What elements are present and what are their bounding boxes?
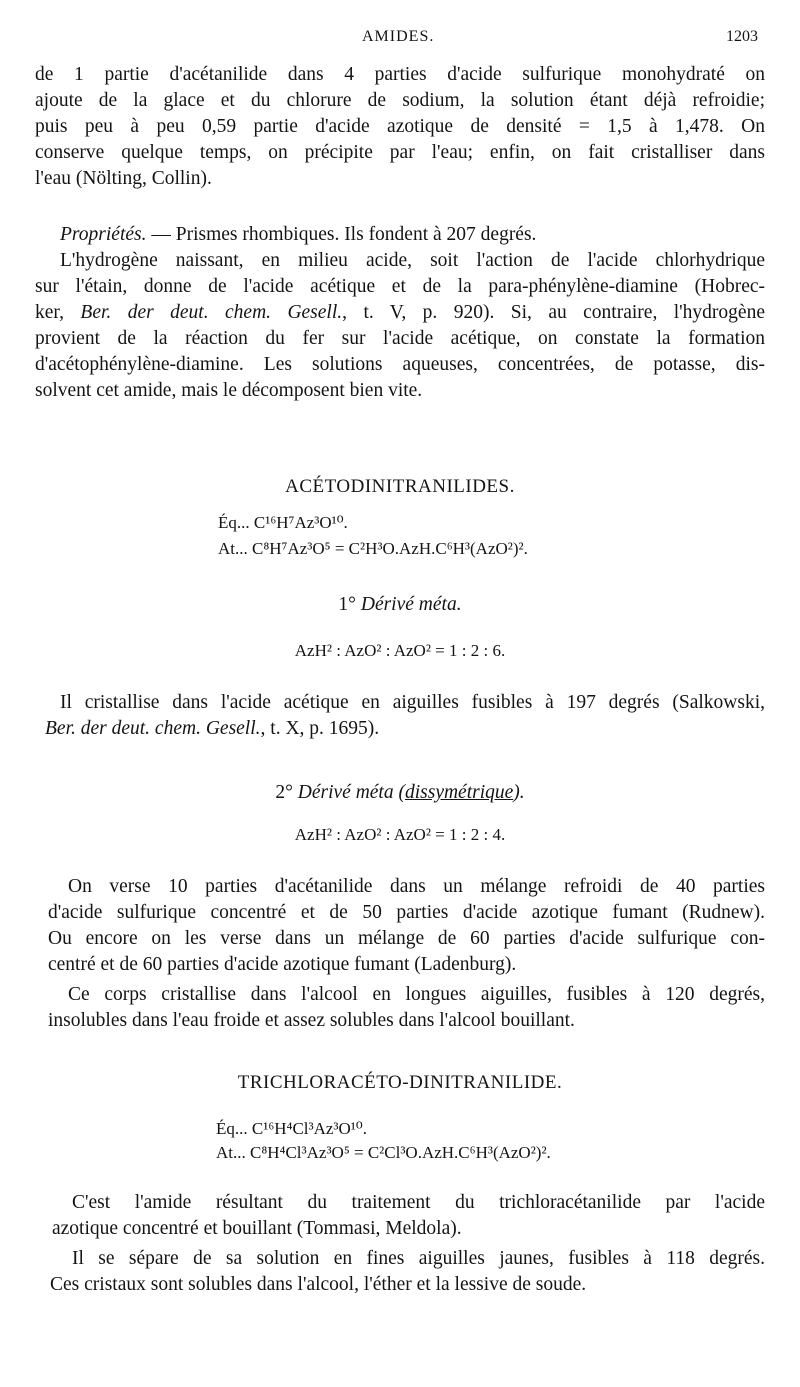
formula-equivalent: Éq... C¹⁶H⁷Az³O¹⁰.: [218, 513, 348, 532]
text-line: puis peu à peu 0,59 partie d'acide azotique de densité = 1,5 à 1,478. On: [35, 116, 765, 137]
running-title: AMIDES.: [362, 28, 435, 45]
text-line: L'hydrogène naissant, en milieu acide, soit l'action de l'acide chlorhydrique: [60, 250, 765, 271]
text-line: d'acide sulfurique concentré et de 50 parties d'acide azotique fumant (Rudnew).: [48, 902, 765, 923]
text-line: sur l'étain, donne de l'acide acétique et de la para-phénylène-diamine (Hobrec-: [35, 276, 765, 297]
properties-line: [60, 222, 765, 248]
subsection-title: [298, 782, 525, 803]
subsection-title-part: dissymétrique: [404, 782, 514, 803]
subsection-heading: [0, 780, 800, 806]
text-fragment: , t. V, p. 920). Si, au contraire, l'hydrogène: [342, 302, 765, 323]
properties-text: — Prismes rhombiques. Ils fondent à 207 degrés.: [146, 224, 537, 245]
text-line: solvent cet amide, mais le décomposent bien vite.: [35, 380, 423, 401]
text-line: d'acétophénylène-diamine. Les solutions aqueuses, concentrées, de potasse, dis-: [35, 354, 765, 375]
text-line: insolubles dans l'eau froide et assez solubles dans l'alcool bouillant.: [48, 1010, 575, 1031]
subsection-number: 1°: [338, 594, 356, 615]
text-line: On verse 10 parties d'acétanilide dans un mélange refroidi de 40 parties: [68, 876, 765, 897]
text-line: conserve quelque temps, on précipite par l'eau; enfin, on fait cristalliser dans: [35, 142, 765, 163]
formula-atomic: At... C⁸H⁷Az³O⁵ = C²H³O.AzH.C⁶H³(AzO²)².: [218, 539, 528, 558]
journal-title: Ber. der deut. chem. Gesell.: [45, 718, 261, 739]
ratio-formula: AzH² : AzO² : AzO² = 1 : 2 : 4.: [294, 825, 506, 844]
text-line: azotique concentré et bouillant (Tommasi, Meldola).: [52, 1218, 462, 1239]
text-fragment: ker,: [35, 302, 81, 323]
section-heading: ACÉTODINITRANILIDES.: [285, 476, 515, 497]
reference-line: [35, 300, 765, 326]
text-line: centré et de 60 parties d'acide azotique fumant (Ladenburg).: [48, 954, 517, 975]
subsection-number: 2°: [275, 782, 293, 803]
subsection-title-part: Dérivé méta (: [297, 782, 405, 803]
text-line: Il se sépare de sa solution en fines aiguilles jaunes, fusibles à 118 degrés.: [72, 1248, 765, 1269]
text-line: provient de la réaction du fer sur l'acide acétique, on constate la formation: [35, 328, 765, 349]
text-line: Il cristallise dans l'acide acétique en aiguilles fusibles à 197 degrés (Salkowski,: [60, 692, 765, 713]
formula-equivalent: Éq... C¹⁶H⁴Cl³Az³O¹⁰.: [216, 1119, 367, 1138]
text-line: de 1 partie d'acétanilide dans 4 parties d'acide sulfurique monohydraté on: [35, 64, 765, 85]
text-line: Ce corps cristallise dans l'alcool en longues aiguilles, fusibles à 120 degrés,: [68, 984, 765, 1005]
text-fragment: , t. X, p. 1695).: [260, 718, 380, 739]
journal-title: Ber. der deut. chem. Gesell.: [80, 302, 343, 323]
text-line: ajoute de la glace et du chlorure de sodium, la solution étant déjà refroidie;: [35, 90, 765, 111]
text-line: l'eau (Nölting, Collin).: [35, 168, 212, 189]
formula-atomic: At... C⁸H⁴Cl³Az³O⁵ = C²Cl³O.AzH.C⁶H³(AzO²)².: [216, 1143, 551, 1162]
properties-label: Propriétés.: [60, 224, 147, 245]
subsection-title: Dérivé méta.: [360, 594, 462, 615]
text-line: Ces cristaux sont solubles dans l'alcool, l'éther et la lessive de soude.: [50, 1274, 587, 1295]
section-heading: TRICHLORACÉTO-DINITRANILIDE.: [237, 1072, 563, 1093]
reference-line: [45, 716, 775, 742]
text-line: Ou encore on les verse dans un mélange de 60 parties d'acide sulfurique con-: [48, 928, 765, 949]
page-number: 1203: [726, 28, 758, 45]
subsection-title-part: ).: [513, 782, 525, 803]
ratio-formula: AzH² : AzO² : AzO² = 1 : 2 : 6.: [294, 641, 506, 660]
running-header: [0, 28, 800, 52]
text-line: C'est l'amide résultant du traitement du trichloracétanilide par l'acide: [72, 1192, 765, 1213]
subsection-heading: [0, 592, 800, 618]
